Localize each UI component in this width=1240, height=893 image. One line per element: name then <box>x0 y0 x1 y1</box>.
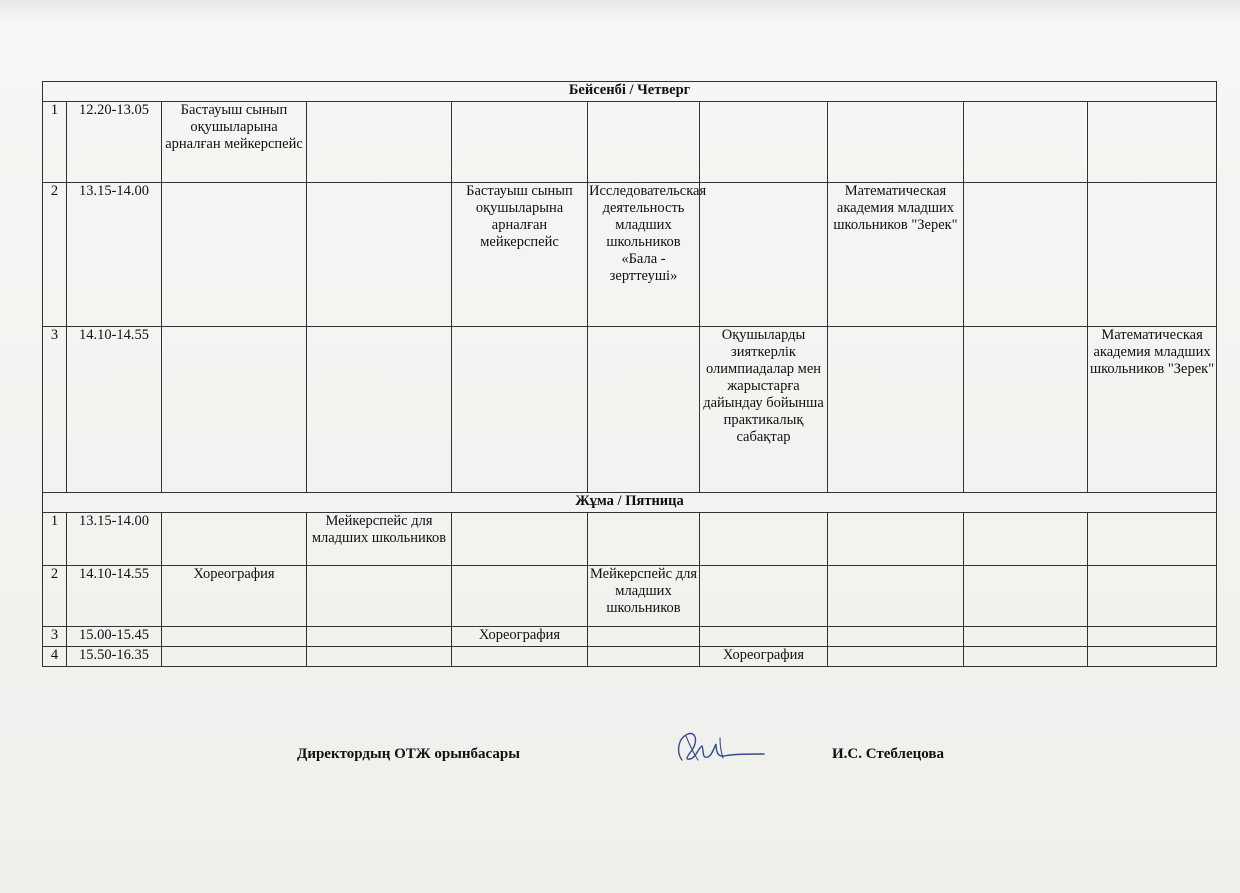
signatory-name: И.С. Стеблецова <box>832 746 944 762</box>
schedule-cell <box>1088 513 1217 566</box>
schedule-cell: Хореография <box>700 647 828 667</box>
lesson-number: 4 <box>43 647 67 667</box>
schedule-cell <box>452 102 588 183</box>
signatory-position: Директордың ОТЖ орынбасары <box>297 746 520 762</box>
schedule-cell <box>162 647 307 667</box>
schedule-cell <box>700 513 828 566</box>
table-row <box>43 102 1217 183</box>
schedule-cell: Мейкерспейс для младших школьников <box>588 566 700 627</box>
schedule-cell <box>452 566 588 627</box>
table-row <box>43 513 1217 566</box>
schedule-cell <box>307 627 452 647</box>
schedule-cell: Математическая академия младших школьников "Зерек" <box>1088 327 1217 493</box>
day-title: Жұма / Пятница <box>43 493 1217 513</box>
schedule-cell <box>964 647 1088 667</box>
schedule-cell: Бастауыш сынып оқушыларына арналған мейкерспейс <box>452 183 588 327</box>
schedule-cell <box>588 627 700 647</box>
schedule-cell <box>964 566 1088 627</box>
schedule-cell <box>452 327 588 493</box>
day-header-thursday <box>43 82 1217 102</box>
schedule-cell <box>964 102 1088 183</box>
schedule-cell <box>964 327 1088 493</box>
lesson-time: 14.10-14.55 <box>67 327 162 493</box>
schedule-cell <box>162 513 307 566</box>
schedule-table <box>42 81 1217 667</box>
table-row <box>43 627 1217 647</box>
schedule-cell: Хореография <box>162 566 307 627</box>
scan-edge-shadow <box>0 0 1240 22</box>
schedule-cell <box>828 627 964 647</box>
schedule-cell <box>307 102 452 183</box>
schedule-cell <box>700 627 828 647</box>
schedule-cell <box>964 513 1088 566</box>
schedule-cell <box>1088 647 1217 667</box>
lesson-time: 13.15-14.00 <box>67 513 162 566</box>
lesson-number: 3 <box>43 627 67 647</box>
schedule-cell <box>700 566 828 627</box>
table-row <box>43 566 1217 627</box>
schedule-cell <box>828 566 964 627</box>
day-header-friday <box>43 493 1217 513</box>
lesson-number: 3 <box>43 327 67 493</box>
schedule-cell <box>828 647 964 667</box>
schedule-cell <box>162 627 307 647</box>
schedule-cell: Бастауыш сынып оқушыларына арналған мейкерспейс <box>162 102 307 183</box>
schedule-cell <box>828 513 964 566</box>
handwritten-signature <box>668 726 768 772</box>
table-row <box>43 183 1217 327</box>
schedule-cell <box>307 566 452 627</box>
schedule-cell <box>452 513 588 566</box>
schedule-cell <box>307 183 452 327</box>
schedule-cell <box>1088 183 1217 327</box>
schedule-cell <box>700 102 828 183</box>
schedule-cell: Математическая академия младших школьников "Зерек" <box>828 183 964 327</box>
schedule-cell <box>1088 102 1217 183</box>
lesson-number: 2 <box>43 183 67 327</box>
lesson-time: 14.10-14.55 <box>67 566 162 627</box>
schedule-cell <box>452 647 588 667</box>
table-row <box>43 647 1217 667</box>
schedule-cell <box>828 102 964 183</box>
schedule-cell <box>162 183 307 327</box>
schedule-cell <box>307 327 452 493</box>
lesson-time: 12.20-13.05 <box>67 102 162 183</box>
schedule-cell <box>1088 627 1217 647</box>
schedule-cell <box>588 327 700 493</box>
lesson-time: 13.15-14.00 <box>67 183 162 327</box>
schedule-cell <box>964 627 1088 647</box>
schedule-cell <box>828 327 964 493</box>
schedule-cell: Мейкерспейс для младших школьников <box>307 513 452 566</box>
schedule-cell <box>964 183 1088 327</box>
schedule-cell <box>700 183 828 327</box>
schedule-cell: Хореография <box>452 627 588 647</box>
schedule-cell: Исследовательская деятельность младших школьников «Бала - зерттеуші» <box>588 183 700 327</box>
schedule-cell <box>307 647 452 667</box>
lesson-number: 2 <box>43 566 67 627</box>
schedule-cell <box>1088 566 1217 627</box>
day-title: Бейсенбі / Четверг <box>43 82 1217 102</box>
lesson-time: 15.50-16.35 <box>67 647 162 667</box>
schedule-cell <box>588 102 700 183</box>
schedule-cell: Оқушыларды зияткерлік олимпиадалар мен жарыстарға дайындау бойынша практикалық сабақтар <box>700 327 828 493</box>
lesson-time: 15.00-15.45 <box>67 627 162 647</box>
schedule-cell <box>162 327 307 493</box>
schedule-cell <box>588 513 700 566</box>
schedule-cell <box>588 647 700 667</box>
table-row <box>43 327 1217 493</box>
lesson-number: 1 <box>43 102 67 183</box>
lesson-number: 1 <box>43 513 67 566</box>
